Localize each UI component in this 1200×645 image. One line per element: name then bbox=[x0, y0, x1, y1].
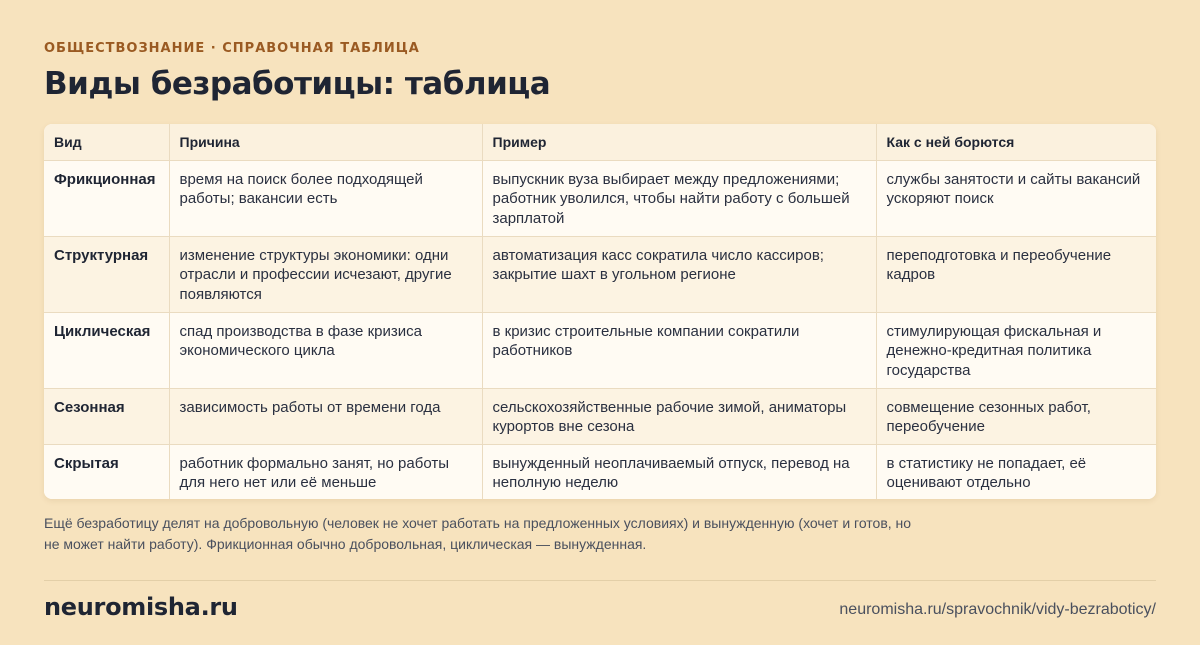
remedy-cell: переподготовка и переобучение кадров bbox=[876, 236, 1156, 312]
table-row-hidden bbox=[44, 444, 1156, 499]
unemployment-table bbox=[44, 124, 1156, 499]
column-header-type: Вид bbox=[44, 124, 169, 160]
type-cell: Фрикционная bbox=[44, 160, 169, 236]
cause-cell: время на поиск более подходящей работы; вакансии есть bbox=[169, 160, 482, 236]
remedy-cell: стимулирующая фискальная и денежно-кредитная политика государства bbox=[876, 312, 1156, 388]
table-row-structural bbox=[44, 236, 1156, 312]
footnote: Ещё безработицу делят на добровольную (человек не хочет работать на предложенных условиях) и вынужденную (хочет и готов, но не может найти работу). Фрикционная обычно добровольная, циклическая — вынужденная. bbox=[44, 515, 912, 552]
table-header-row bbox=[44, 124, 1156, 160]
example-cell: в кризис строительные компании сократили работников bbox=[482, 312, 876, 388]
remedy-cell: службы занятости и сайты вакансий ускоряют поиск bbox=[876, 160, 1156, 236]
column-header-cause: Причина bbox=[169, 124, 482, 160]
cause-cell: спад производства в фазе кризиса экономического цикла bbox=[169, 312, 482, 388]
section-eyebrow: ОБЩЕСТВОЗНАНИЕ · СПРАВОЧНАЯ ТАБЛИЦА bbox=[44, 41, 420, 56]
page-url-link[interactable]: neuromisha.ru/spravochnik/vidy-bezraboticy/ bbox=[839, 601, 1156, 618]
type-cell: Структурная bbox=[44, 236, 169, 312]
column-header-example: Пример bbox=[482, 124, 876, 160]
cause-cell: работник формально занят, но работы для него нет или её меньше bbox=[169, 444, 482, 499]
brand-logo-text[interactable]: neuromisha.ru bbox=[44, 593, 238, 621]
remedy-cell: совмещение сезонных работ, переобучение bbox=[876, 388, 1156, 444]
table-row-cyclical bbox=[44, 312, 1156, 388]
table-row-seasonal bbox=[44, 388, 1156, 444]
type-cell: Сезонная bbox=[44, 388, 169, 444]
footer-divider bbox=[44, 580, 1156, 581]
example-cell: выпускник вуза выбирает между предложениями; работник уволился, чтобы найти работу с большей зарплатой bbox=[482, 160, 876, 236]
type-cell: Скрытая bbox=[44, 444, 169, 499]
page-title: Виды безработицы: таблица bbox=[44, 66, 551, 102]
remedy-cell: в статистику не попадает, её оценивают отдельно bbox=[876, 444, 1156, 499]
cause-cell: зависимость работы от времени года bbox=[169, 388, 482, 444]
example-cell: сельскохозяйственные рабочие зимой, аниматоры курортов вне сезона bbox=[482, 388, 876, 444]
example-cell: вынужденный неоплачиваемый отпуск, перевод на неполную неделю bbox=[482, 444, 876, 499]
unemployment-table-card bbox=[44, 124, 1156, 499]
example-cell: автоматизация касс сократила число кассиров; закрытие шахт в угольном регионе bbox=[482, 236, 876, 312]
type-cell: Циклическая bbox=[44, 312, 169, 388]
cause-cell: изменение структуры экономики: одни отрасли и профессии исчезают, другие появляются bbox=[169, 236, 482, 312]
table-row-frictional bbox=[44, 160, 1156, 236]
column-header-remedy: Как с ней борются bbox=[876, 124, 1156, 160]
